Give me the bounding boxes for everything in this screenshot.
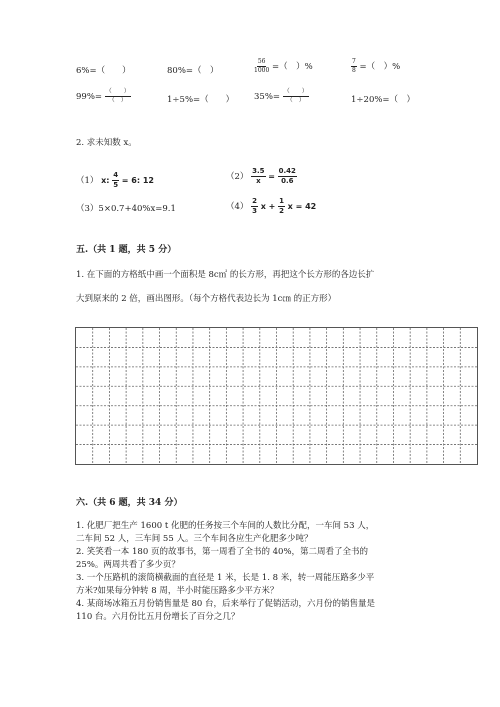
section-5-line-1: 1. 在下面的方格纸中画一个面积是 8c㎡ 的长方形，再把这个长方形的各边长扩: [76, 270, 375, 280]
equation-1: （1） x: $\frac{4}{5}$ = 6: 12: [76, 171, 154, 189]
problem-1-line-1: 1. 化肥厂把生产 1600 t 化肥的任务按三个车间的人数比分配，一车间 53 人，: [76, 521, 375, 531]
blank-fraction: $\frac{( )}{( )}$: [105, 88, 130, 104]
fraction-7-8: $\frac{7}{8}$: [352, 58, 356, 74]
question-2-title: 2. 求未知数 x。: [76, 138, 137, 148]
conversion-3: $\frac{56}{1000}$ =（ ）%: [254, 58, 313, 74]
conversion-8: 1÷20%=（ ）: [351, 95, 416, 105]
problem-2-line-1: 2. 笑笑看一本 180 页的故事书，第一周看了全书的 40%，第二周看了全书的: [76, 547, 369, 557]
fraction-56-1000: $\frac{56}{1000}$: [254, 58, 270, 74]
fraction-1-2: $\frac{1}{2}$: [279, 197, 284, 215]
conversion-6: 1÷5%=（ ）: [167, 95, 235, 105]
problem-4-line-1: 4. 某商场冰箱五月份销售量是 80 台，后来举行了促销活动，六月份的销售量是: [76, 599, 376, 609]
equation-4: （4） $\frac{2}{3}$ x + $\frac{1}{2}$ x = 42: [226, 197, 317, 215]
problem-1-line-2: 二车间 52 人，三车间 55 人。三个车间各应生产化肥多少吨？: [76, 534, 313, 544]
grid-paper[interactable]: [75, 327, 478, 465]
problem-3-line-1: 3. 一个压路机的滚筒横截面的直径是 1 米，长是 1. 8 米，转一周能压路多少平: [76, 573, 375, 583]
fraction-3.5-x: $\frac{3.5}{x}$: [252, 167, 265, 185]
conversion-7: 35%= $\frac{( )}{( )}$: [254, 88, 308, 104]
section-5-line-2: 大到原来的 2 倍，画出图形。（每个方格代表边长为 1c㎝ 的正方形）: [76, 294, 337, 304]
conversion-2: 80%=（ ）: [167, 66, 219, 76]
problem-2-line-2: 25%。两周共看了多少页？: [76, 560, 180, 570]
equation-2: （2） $\frac{3.5}{x}$ = $\frac{0.42}{0.6}$: [226, 167, 296, 185]
problem-4-line-2: 110 台。六月份比五月份增长了百分之几？: [76, 612, 240, 622]
conversion-1: 6%=（ ）: [76, 66, 131, 76]
fraction-2-3: $\frac{2}{3}$: [252, 197, 257, 215]
conversion-5: 99%= $\frac{( )}{( )}$: [76, 88, 130, 104]
conversion-4: $\frac{7}{8}$ =（ ）%: [352, 58, 401, 74]
section-6-heading: 六.（共 6 题，共 34 分）: [76, 498, 183, 508]
fraction-0.42-0.6: $\frac{0.42}{0.6}$: [278, 167, 296, 185]
equation-3: （3）5×0.7+40%x=9.1: [76, 204, 176, 214]
section-5-heading: 五.（共 1 题，共 5 分）: [76, 245, 177, 255]
blank-fraction: $\frac{( )}{( )}$: [283, 88, 308, 104]
grid-lines: [76, 328, 477, 464]
fraction-4-5: $\frac{4}{5}$: [113, 171, 119, 189]
problem-3-line-2: 方米?如果每分钟转 8 周，半小时能压路多少平方米？: [76, 586, 279, 596]
